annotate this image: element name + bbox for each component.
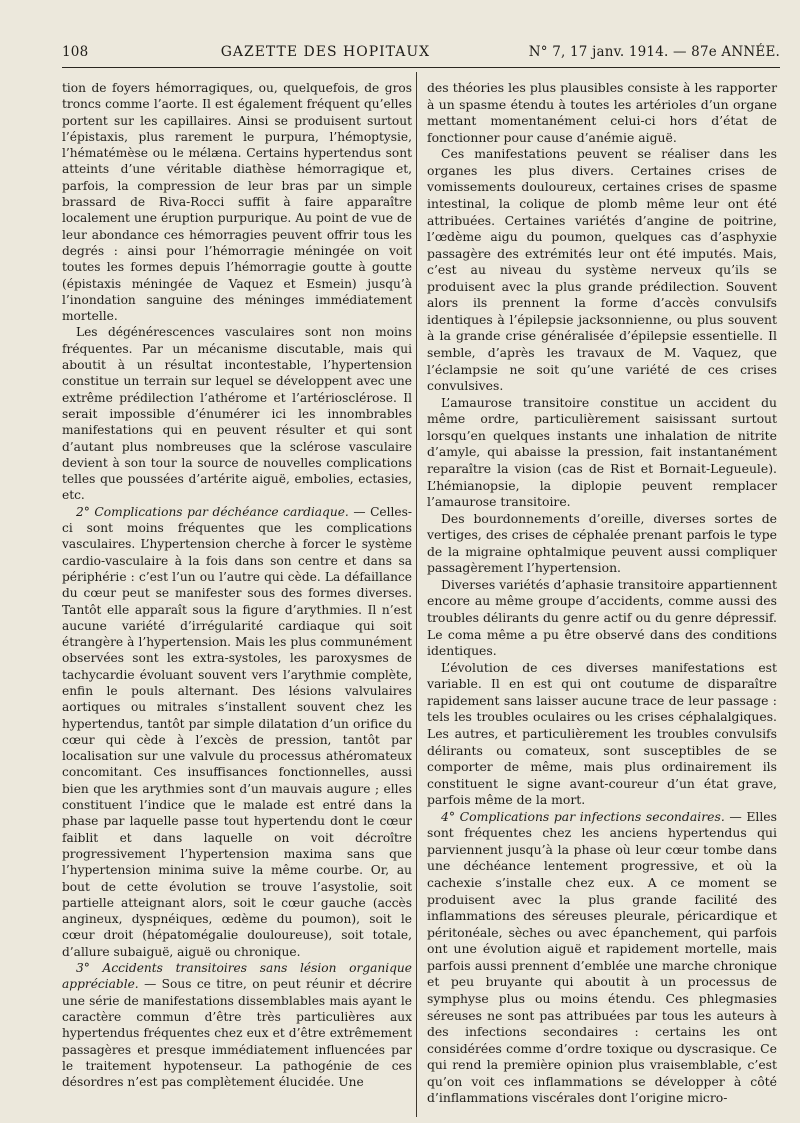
- paragraph: Les dégénérescences vasculaires sont non moins fréquentes. Par un mécanisme discutable, mais qui aboutit à un résultat incontestable, l’hypertension constitue un terrain sur lequel se développent avec une extrême prédilection l’athérome et l’artériosclérose. Il serait impossible d’énumérer ici les innombrables manifestations qui en peuvent résulter et qui sont d’autant plus nombreuses que la sclérose vasculaire devient à son tour la source de nouvelles complications telles que poussées d’artérite aiguë, embolies, ectasies, etc.: [62, 325, 412, 503]
- paragraph-text: — Celles-ci sont moins fréquentes que les complications vasculaires. L’hypertension cherche à forcer le système cardio-vasculaire à la fois dans son centre et dans sa périphérie : c’est l’un ou l’autre qui cède. La défaillance du cœur peut se manifester sous des formes diverses. Tantôt elle apparaît sous la figure d’arythmies. Il n’est aucune variété d’irrégularité cardiaque qui soit étrangère à l’hypertension. Mais les plus communément observées sont les extra-systoles, les paroxysmes de tachycardie évoluant souvent vers l’arythmie complète, enfin le pouls alternant. Des lésions valvulaires aortiques ou mitrales s’installent souvent chez les hypertendus, tantôt par simple dilatation d’un orifice du cœur qui cède à l’excès de pression, tantôt par localisation sur une valvule du processus athéromateux concomitant. Ces insuffisances fonctionnelles, aussi bien que les arythmies sont d’un mauvais augure ; elles constituent l’indice que le malade est entré dans la phase par laquelle passe tout hypertendu dont le cœur faiblit et dans laquelle on voit décroître progressivement l’hypertension maxima sans que l’hypertension minima suive la même courbe. Or, au bout de cette évolution se trouve l’asystolie, soit partielle atteignant alors, soit le cœur gauche (accès angineux, dyspnéiques, œdème du poumon), soit le cœur droit (hépatomégalie douloureuse), soit totale, d’allure subaiguë, aiguë ou chronique.: [62, 504, 412, 959]
- paragraph: tion de foyers hémorragiques, ou, quelquefois, de gros troncs comme l’aorte. Il est également fréquent qu’elles portent sur les capillaires. Ainsi se produisent surtout l’épistaxis, plus rarement le purpura, l’hémoptysie, l’hématémèse ou le mélæna. Certains hypertendus sont atteints d’une véritable diathèse hémorragique et, parfois, la compression de leur bras par un simple brassard de Riva-Rocci suffit à faire apparaître localement une éruption purpurique. Au point de vue de leur abondance ces hémorragies peuvent offrir tous les degrés : ainsi pour l’hémorragie méningée on voit toutes les formes depuis l’hémorragie goutte à goutte (épistaxis méningée de Vaquez et Esmein) jusqu’à l’inondation sanguine des méninges immédiatement mortelle.: [62, 81, 412, 324]
- page-header: [62, 40, 780, 64]
- paragraph: Diverses variétés d’aphasie transitoire appartiennent encore au même groupe d’accidents, comme aussi des troubles délirants du genre actif ou du genre dépressif. Le coma même a pu être observé dans des conditions identiques.: [427, 576, 777, 659]
- page-number: 108: [62, 44, 89, 60]
- paragraph: des théories les plus plausibles consiste à les rapporter à un spasme étendu à toutes les artérioles d’un organe mettant momentanément celui-ci hors d’état de fonctionner pour cause d’anémie aiguë.: [427, 80, 777, 145]
- paragraph: L’évolution de ces diverses manifestations est variable. Il en est qui ont coutume de disparaître rapidement sans laisser aucune trace de leur passage : tels les troubles oculaires ou les crises céphalalgiques. Les autres, et particulièrement les troubles convulsifs délirants ou comateux, sont susceptibles de se comporter de même, mais plus ordinairement ils constituent le signe avant-coureur d’un état grave, parfois même de la mort.: [427, 659, 777, 808]
- header-rule: [62, 67, 780, 68]
- issue-info: N° 7, 17 janv. 1914. — 87e ANNÉE.: [528, 44, 780, 60]
- left-column: [62, 80, 412, 1090]
- journal-title: GAZETTE DES HOPITAUX: [220, 44, 431, 60]
- section-heading: 4° Complications par infections secondaires.: [441, 808, 725, 824]
- section-heading: 3° Accidents transitoires sans lésion organique appréciable.: [62, 961, 412, 992]
- paragraph-text: — Sous ce titre, on peut réunir et décrire une série de manifestations dissemblables mais ayant le caractère commun d’être très particulières aux hypertendus fréquentes chez eux et d’être extrêmement passagères et presque immédiatement influencées par le traitement hypotenseur. La pathogénie de ces désordres n’est pas complètement élucidée. Une: [62, 977, 412, 1090]
- paragraph: Des bourdonnements d’oreille, diverses sortes de vertiges, des crises de céphalée prenant parfois le type de la migraine ophtalmique peuvent aussi compliquer passagèrement l’hypertension.: [427, 510, 777, 576]
- paragraph: [62, 960, 412, 1090]
- paragraph: L’amaurose transitoire constitue un accident du même ordre, particulièrement saisissant surtout lorsqu’en quelques instants une inhalation de nitrite d’amyle, qui abaisse la pression, fait instantanément reparaître la vision (cas de Rist et Bornait-Legueule). L’hémianopsie, la diplopie peuvent remplacer l’amaurose transitoire.: [427, 394, 777, 510]
- paragraph: [427, 809, 777, 1107]
- right-column: [427, 80, 777, 1107]
- paragraph-text: — Elles sont fréquentes chez les anciens hypertendus qui parviennent jusqu’à la phase où leur cœur tombe dans une déchéance lentement progressive, et où la cachexie s’installe chez eux. A ce moment se produisent avec la plus grande facilité des inflammations des séreuses pleurale, péricardique et péritonéale, sèches ou avec épanchement, qui parfois ont une évolution aiguë et rapidement mortelle, mais parfois aussi prennent d’emblée une marche chronique et peu bruyante qui aboutit à un processus de symphyse plus ou moins étendu. Ces phlegmasies séreuses ne sont pas attribuées par tous les auteurs à des infections secondaires : certains les ont considérées comme d’ordre toxique ou dyscrasique. Ce qui rend la première opinion plus vraisemblable, c’est qu’on voit ces inflammations se développer à côté d’inflammations viscérales dont l’origine micro-: [427, 808, 778, 1106]
- column-divider: [416, 72, 417, 1117]
- paragraph: [62, 504, 412, 960]
- paragraph: Ces manifestations peuvent se réaliser dans les organes les plus divers. Certaines crises de vomissements douloureux, certaines crises de spasme intestinal, la colique de plomb même leur ont été attribuées. Certaines variétés d’angine de poitrine, l’œdème aigu du poumon, quelques cas d’asphyxie passagère des extrémités leur ont été imputés. Mais, c’est au niveau du système nerveux qu’ils se produisent avec la plus grande prédilection. Souvent alors ils prennent la forme d’accès convulsifs identiques à l’épilepsie jacksonnienne, ou plus souvent à la grande crise généralisée d’épilepsie essentielle. Il semble, d’après les travaux de M. Vaquez, que l’éclampsie ne soit qu’une variété de ces crises convulsives.: [427, 146, 777, 394]
- section-heading: 2° Complications par déchéance cardiaque.: [76, 504, 349, 519]
